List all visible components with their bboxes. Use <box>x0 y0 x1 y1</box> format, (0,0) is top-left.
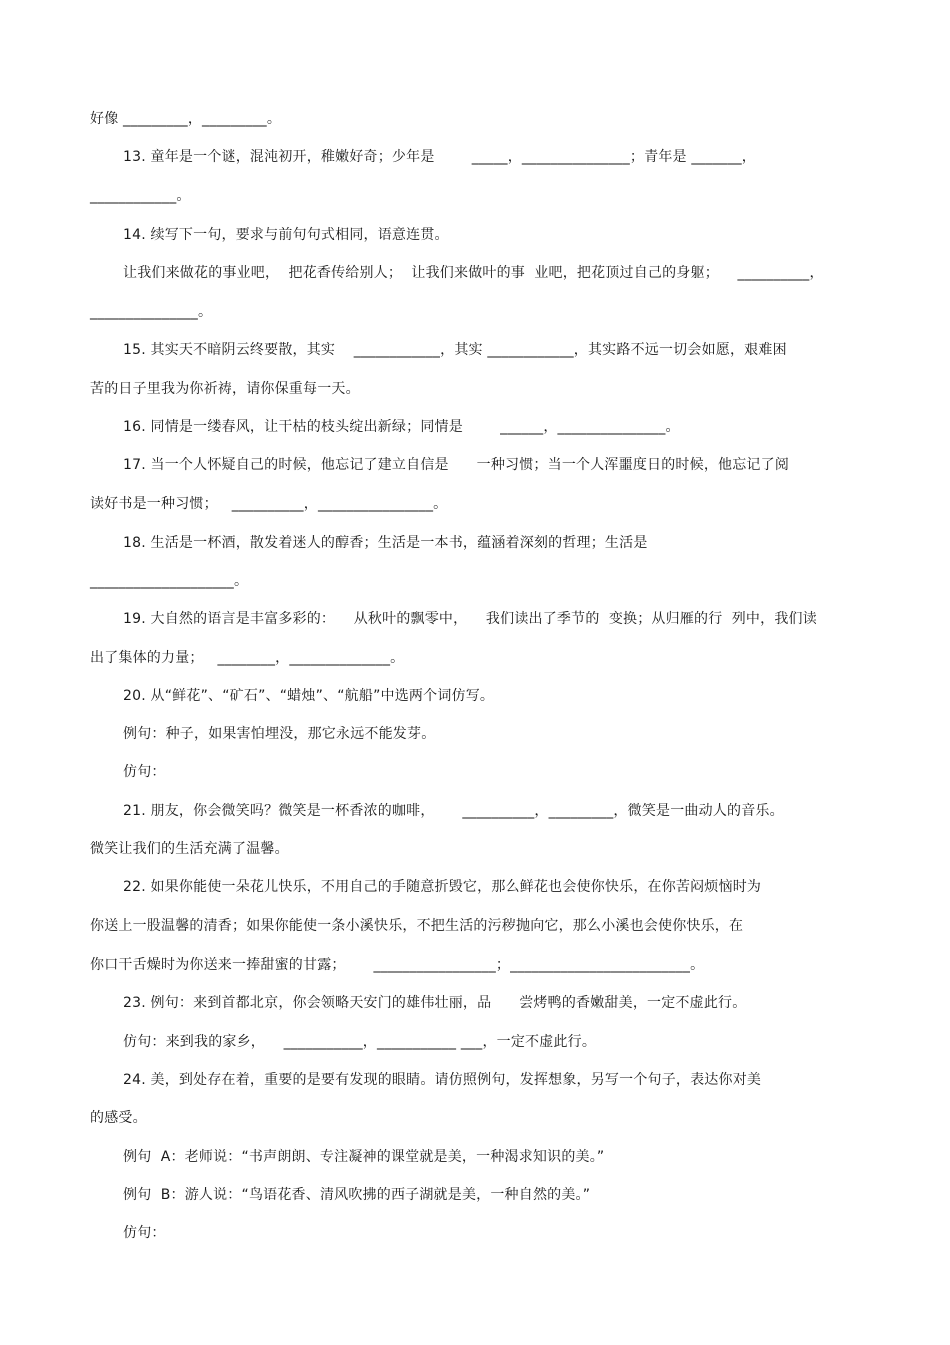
text-line: 13. 童年是一个谜，混沌初开，稚嫩好奇；少年是 _____，_______________；青年是 _______， <box>123 149 756 165</box>
text-line: 好像 _________，_________。 <box>90 111 282 127</box>
text-line: 16. 同情是一缕春风，让干枯的枝头绽出新绿；同情是 ______，_______________。 <box>123 419 680 435</box>
text-line: 22. 如果你能使一朵花儿快乐，不用自己的手随意折毁它，那么鲜花也会使你快乐，在你苦闷烦恼时为 <box>123 879 762 895</box>
text-line: 24. 美，到处存在着，重要的是要有发现的眼睛。请仿照例句，发挥想象，另写一个句子，表达你对美 <box>123 1072 762 1088</box>
text-line: 17. 当一个人怀疑自己的时候，他忘记了建立自信是 一种习惯；当一个人浑噩度日的时候，他忘记了阅 <box>123 457 790 473</box>
text-line: 仿句： <box>123 764 166 780</box>
text-line: 的感受。 <box>90 1110 147 1126</box>
text-line: 15. 其实天不暗阴云终要散，其实 ____________，其实 ____________，其实路不远一切会如愿，艰难困 <box>123 342 787 358</box>
text-line: 例句：种子，如果害怕埋没，那它永远不能发芽。 <box>123 726 436 742</box>
text-line: 你送上一股温馨的清香；如果你能使一条小溪快乐，不把生活的污秽抛向它，那么小溪也会使你快乐，在 <box>90 918 744 934</box>
text-line: 21. 朋友，你会微笑吗？微笑是一杯香浓的咖啡， __________，_________，微笑是一曲动人的音乐。 <box>123 803 784 819</box>
text-line: 读好书是一种习惯； __________，________________。 <box>90 496 448 512</box>
text-line: ____________________。 <box>90 573 249 589</box>
text-line: 例句 A：老师说：“书声朗朗、专注凝神的课堂就是美，一种渴求知识的美。” <box>123 1149 605 1165</box>
text-line: _______________。 <box>90 304 213 320</box>
text-line: 你口干舌燥时为你送来一捧甜蜜的甘露； _________________；_________________________。 <box>90 957 705 973</box>
text-line: 出了集体的力量； ________，______________。 <box>90 650 405 666</box>
text-line: 微笑让我们的生活充满了温馨。 <box>90 841 289 857</box>
text-line: 19. 大自然的语言是丰富多彩的： 从秋叶的飘零中， 我们读出了季节的 变换；从归雁的行 列中，我们读 <box>123 611 817 627</box>
text-line: 14. 续写下一句，要求与前句句式相同，语意连贯。 <box>123 227 449 243</box>
text-line: 仿句： <box>123 1225 166 1241</box>
text-line: ____________。 <box>90 188 191 204</box>
text-line: 仿句：来到我的家乡， ___________，___________ ___，一定不虚此行。 <box>123 1034 597 1050</box>
text-line: 让我们来做花的事业吧， 把花香传给别人； 让我们来做叶的事 业吧，把花顶过自己的身躯； __________， <box>123 265 824 281</box>
text-line: 例句 B：游人说：“鸟语花香、清风吹拂的西子湖就是美，一种自然的美。” <box>123 1187 591 1203</box>
text-line: 18. 生活是一杯酒，散发着迷人的醇香；生活是一本书，蕴涵着深刻的哲理；生活是 <box>123 535 648 551</box>
text-line: 23. 例句：来到首都北京，你会领略天安门的雄伟壮丽，品 尝烤鸭的香嫩甜美，一定不虚此行。 <box>123 995 747 1011</box>
text-line: 20. 从“鲜花”、“矿石”、“蜡烛”、“航船”中选两个词仿写。 <box>123 688 495 704</box>
text-line: 苦的日子里我为你祈祷，请你保重每一天。 <box>90 381 360 397</box>
